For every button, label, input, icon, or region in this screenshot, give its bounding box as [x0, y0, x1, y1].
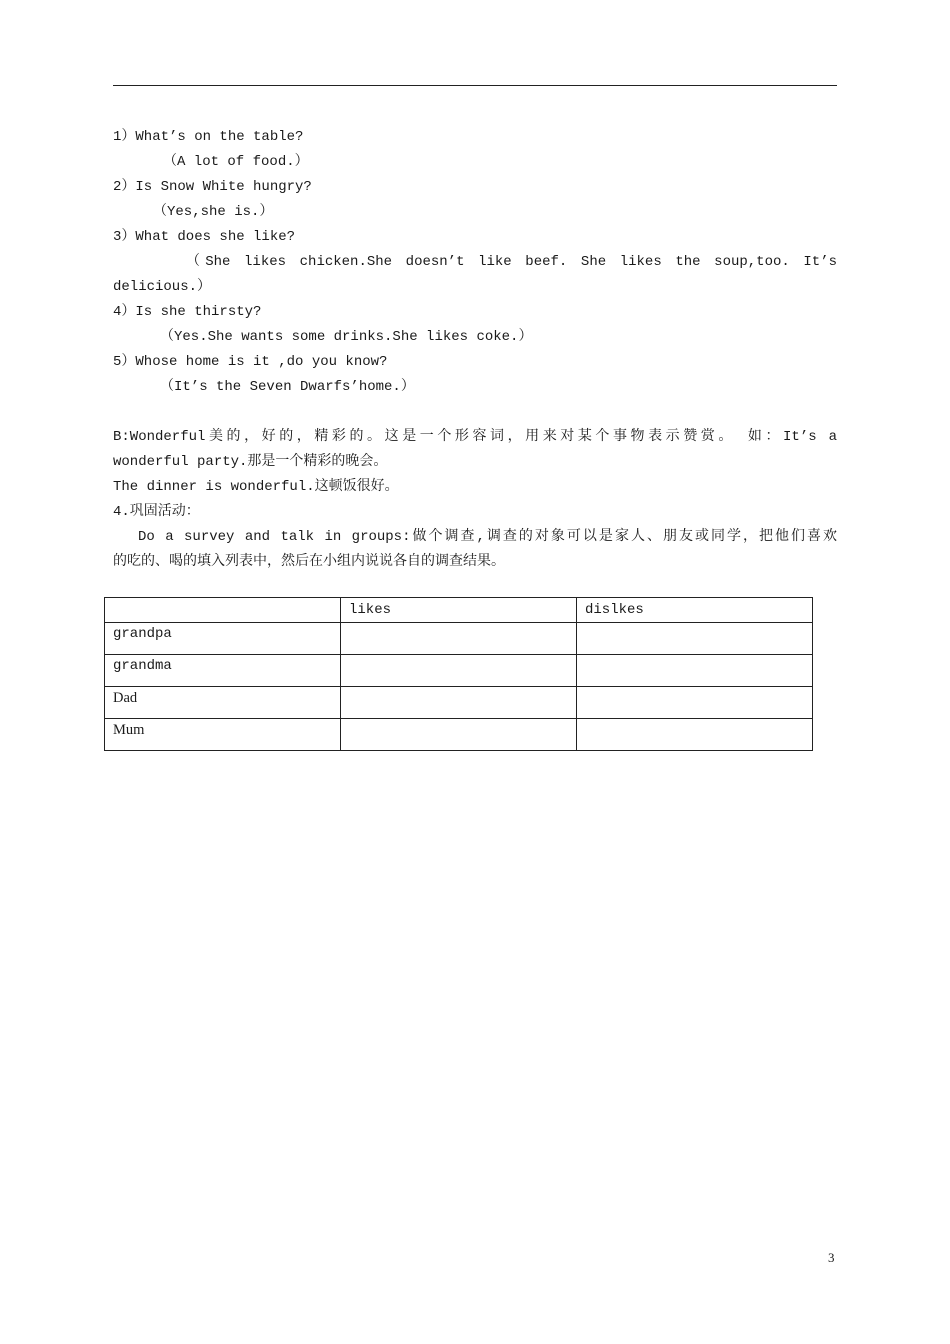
question-1: 1）What’s on the table? — [113, 129, 304, 145]
answer-1: （A lot of food.） — [163, 154, 309, 170]
question-3: 3）What does she like? — [113, 229, 296, 245]
question-4: 4）Is she thirsty? — [113, 304, 262, 320]
activity-heading: 4.巩固活动： — [113, 504, 200, 520]
activity-line-2: 的吃的、喝的填入列表中，然后在小组内说说各自的调查结果。 — [113, 554, 505, 570]
answer-3: （She likes chicken.She doesn’t like beef. She likes the soup,too. It’s — [186, 254, 837, 270]
survey-table — [104, 597, 813, 751]
row-label: Mum — [105, 719, 341, 751]
answer-5: （It’s the Seven Dwarfs’home.） — [160, 379, 415, 395]
header-rule — [113, 85, 837, 86]
table-row — [105, 687, 813, 719]
header-cell-likes: likes — [341, 598, 577, 623]
dislikes-cell[interactable] — [577, 655, 813, 687]
question-2: 2）Is Snow White hungry? — [113, 179, 312, 195]
table-header-row — [105, 598, 813, 623]
table-row — [105, 623, 813, 655]
likes-cell[interactable] — [341, 655, 577, 687]
header-cell-empty — [105, 598, 341, 623]
activity-line-1: Do a survey and talk in groups:做个调查,调查的对象可以是家人、朋友或同学，把他们喜欢 — [138, 529, 837, 545]
section-b-line-3: The dinner is wonderful.这顿饭很好。 — [113, 479, 399, 495]
dislikes-cell[interactable] — [577, 719, 813, 751]
likes-cell[interactable] — [341, 687, 577, 719]
answer-2: （Yes,she is.） — [153, 204, 274, 220]
row-label: Dad — [105, 687, 341, 719]
answer-3-continued: delicious.） — [113, 279, 212, 295]
row-label: grandpa — [105, 623, 341, 655]
page-number: 3 — [828, 1250, 835, 1265]
dislikes-cell[interactable] — [577, 687, 813, 719]
section-b-line-2: wonderful party.那是一个精彩的晚会。 — [113, 454, 388, 470]
likes-cell[interactable] — [341, 719, 577, 751]
answer-4: （Yes.She wants some drinks.She likes coke.） — [160, 329, 533, 345]
dislikes-cell[interactable] — [577, 623, 813, 655]
table-row — [105, 655, 813, 687]
table-row — [105, 719, 813, 751]
section-b-line-1: B:Wonderful美的，好的，精彩的。这是一个形容词，用来对某个事物表示赞赏。 如：It’s a — [113, 429, 837, 445]
row-label: grandma — [105, 655, 341, 687]
question-5: 5）Whose home is it ,do you know? — [113, 354, 388, 370]
header-cell-dislikes: dislkes — [577, 598, 813, 623]
likes-cell[interactable] — [341, 623, 577, 655]
